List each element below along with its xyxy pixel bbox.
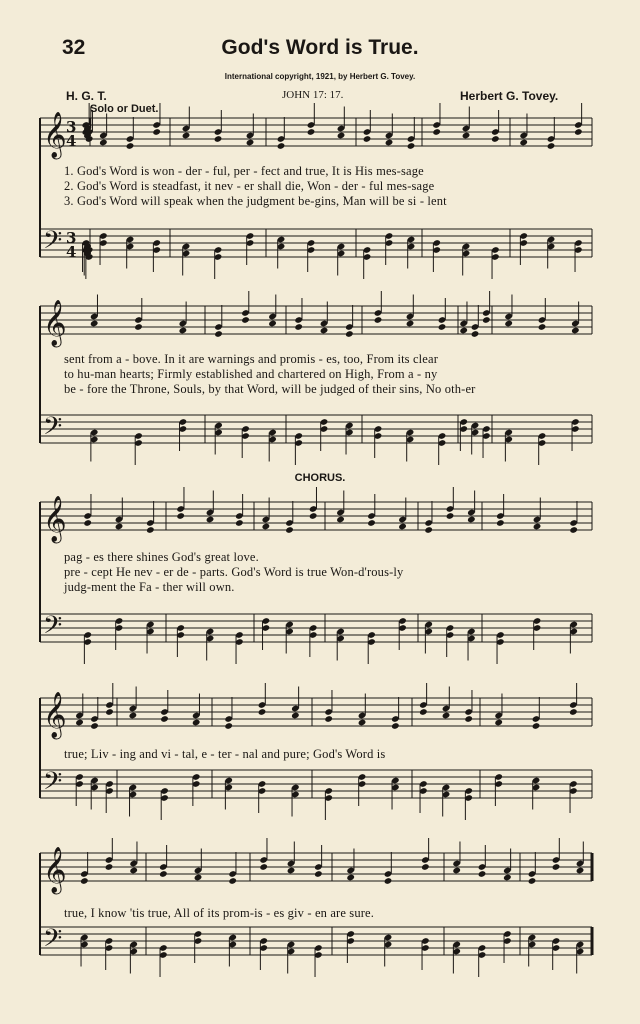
note-head: [105, 863, 114, 871]
treble-clef-icon: 𝄞: [43, 847, 67, 893]
note-head: [314, 870, 323, 878]
note-head: [129, 867, 138, 875]
note-head: [105, 708, 114, 716]
note-head: [90, 722, 99, 730]
note-head: [258, 708, 267, 716]
note-head: [471, 330, 480, 338]
note-head: [446, 512, 455, 520]
note-head: [464, 715, 473, 723]
time-signature: 3: [66, 229, 77, 247]
page-number: 32: [62, 36, 86, 59]
lyric-line: 3. God's Word will speak when the judgment be-gins, Man will be si - lent: [64, 194, 447, 208]
note-head: [159, 870, 168, 878]
note-head: [345, 330, 354, 338]
lyric-line: judg-ment the Fa - ther will own.: [64, 580, 235, 594]
treble-clef-icon: 𝄞: [43, 112, 67, 158]
treble-clef-icon: 𝄞: [43, 692, 67, 738]
bass-clef-icon: 𝄢: [43, 412, 63, 447]
note-head: [478, 870, 487, 878]
note-head: [285, 526, 294, 534]
note-head: [384, 877, 393, 885]
note-head: [363, 135, 372, 143]
note-head: [277, 142, 286, 150]
lyric-line: true, I know 'tis true, All of its prom-is - es giv - en are sure.: [64, 906, 375, 920]
note-head: [358, 719, 367, 727]
note-head: [291, 712, 300, 720]
note-head: [324, 715, 333, 723]
note-head: [569, 526, 578, 534]
note-head: [309, 512, 318, 520]
note-head: [152, 128, 161, 136]
note-head: [126, 142, 135, 150]
note-head: [569, 708, 578, 716]
note-head: [367, 519, 376, 527]
note-head: [192, 719, 201, 727]
time-signature: 4: [66, 132, 77, 150]
lyric-line: be - fore the Throne, Souls, by that Word, will be judged of their sins, No oth-er: [64, 382, 476, 396]
note-head: [176, 512, 185, 520]
note-head: [552, 863, 561, 871]
note-head: [228, 877, 237, 885]
performance-direction: Solo or Duet.: [90, 103, 159, 115]
lyric-line: pag - es there shines God's great love.: [64, 550, 259, 564]
note-head: [452, 867, 461, 875]
note-head: [287, 867, 296, 875]
note-head: [320, 327, 329, 335]
note-head: [90, 320, 99, 328]
note-head: [182, 132, 191, 140]
note-head: [482, 316, 491, 324]
note-head: [406, 320, 415, 328]
bass-clef-icon: 𝄢: [43, 924, 63, 959]
bass-clef-icon: 𝄢: [43, 226, 63, 261]
time-signature: 4: [66, 243, 77, 261]
note-head: [503, 874, 512, 882]
lyric-line: to hu-man hearts; Firmly established and chartered on High, From a - ny: [64, 367, 438, 381]
note-head: [571, 327, 580, 335]
note-head: [424, 526, 433, 534]
note-head: [214, 330, 223, 338]
note-head: [346, 874, 355, 882]
time-signature: 3: [66, 118, 77, 136]
note-head: [268, 320, 277, 328]
note-head: [438, 323, 447, 331]
bass-clef-icon: 𝄢: [43, 767, 63, 802]
note-head: [83, 519, 92, 527]
lyric-line: pre - cept He nev - er de - parts. God's Word is true Won-d'rous-ly: [64, 565, 404, 579]
note-head: [115, 523, 124, 531]
composer-name: Herbert G. Tovey.: [460, 89, 559, 103]
treble-clef-icon: 𝄞: [43, 496, 67, 542]
note-head: [259, 863, 268, 871]
note-head: [99, 139, 108, 147]
lyric-line: 1. God's Word is won - der - ful, per - fect and true, It is His mes-sage: [64, 164, 424, 178]
lyric-line: 2. God's Word is steadfast, it nev - er shall die, Won - der - ful mes-sage: [64, 179, 435, 193]
note-head: [467, 516, 476, 524]
note-head: [442, 712, 451, 720]
note-head: [194, 874, 203, 882]
note-head: [496, 519, 505, 527]
hymn-title: God's Word is True.: [221, 36, 419, 59]
note-head: [494, 719, 503, 727]
copyright-notice: International copyright, 1921, by Herbert G. Tovey.: [224, 72, 416, 81]
note-head: [307, 128, 316, 136]
note-head: [574, 128, 583, 136]
note-head: [576, 867, 585, 875]
note-head: [421, 863, 430, 871]
note-head: [146, 526, 155, 534]
note-head: [336, 516, 345, 524]
note-head: [391, 722, 400, 730]
note-head: [407, 142, 416, 150]
lyricist-initials: H. G. T.: [66, 89, 107, 103]
lyric-line: sent from a - bove. In it are warnings and promis - es, too, From its clear: [64, 352, 439, 366]
note-head: [432, 128, 441, 136]
note-head: [206, 516, 215, 524]
note-head: [80, 877, 89, 885]
lyric-line: true; Liv - ing and vi - tal, e - ter - nal and pure; God's Word is: [64, 747, 386, 761]
note-head: [134, 323, 143, 331]
note-head: [160, 715, 169, 723]
note-head: [547, 142, 556, 150]
note-head: [374, 316, 383, 324]
note-head: [532, 722, 541, 730]
note-head: [337, 132, 346, 140]
note-head: [491, 135, 500, 143]
note-head: [75, 719, 84, 727]
note-head: [528, 877, 537, 885]
note-head: [419, 708, 428, 716]
note-head: [462, 132, 471, 140]
note-head: [533, 523, 542, 531]
chorus-label: CHORUS.: [294, 472, 346, 484]
note-head: [246, 139, 255, 147]
scripture-reference: JOHN 17: 17.: [282, 89, 344, 101]
note-head: [538, 323, 547, 331]
note-head: [224, 722, 233, 730]
note-head: [398, 523, 407, 531]
note-head: [179, 327, 188, 335]
note-head: [294, 323, 303, 331]
note-head: [214, 135, 223, 143]
note-head: [241, 316, 250, 324]
note-head: [519, 139, 528, 147]
treble-clef-icon: 𝄞: [43, 300, 67, 346]
note-head: [385, 139, 394, 147]
note-head: [235, 519, 244, 527]
note-head: [262, 523, 271, 531]
bass-clef-icon: 𝄢: [43, 611, 63, 646]
note-head: [504, 320, 513, 328]
note-head: [459, 327, 468, 335]
note-head: [129, 712, 138, 720]
